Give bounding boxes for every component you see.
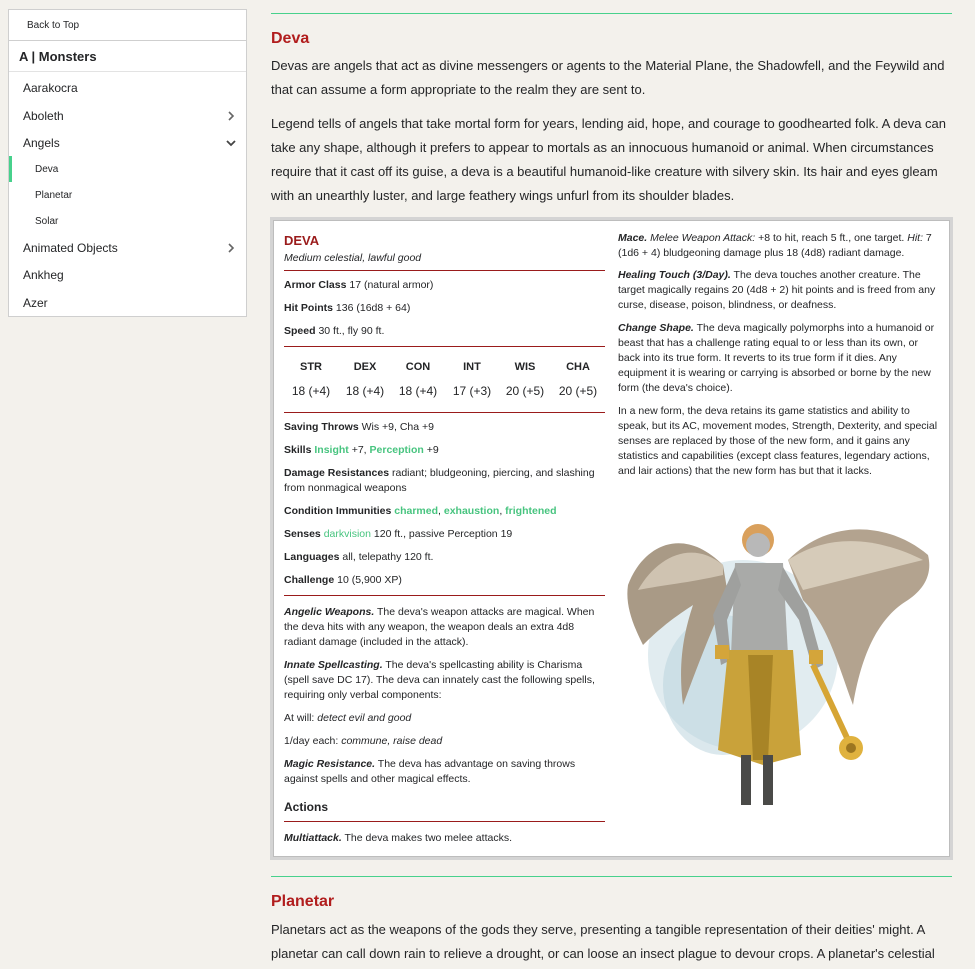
ability-name: INT	[463, 361, 481, 373]
senses-value: 120 ft., passive Perception 19	[373, 528, 513, 540]
damage-resistances-line	[284, 466, 606, 496]
ability-name: CON	[405, 361, 431, 373]
condition-immunities-label: Condition Immunities	[284, 505, 392, 517]
condition-immunities-line: Condition Immunities charmed, exhaustion, frightened	[284, 505, 557, 517]
divider-line	[284, 270, 605, 271]
condition-frightened-link[interactable]: frightened	[505, 505, 557, 517]
hit-label: Hit:	[907, 232, 923, 244]
hit-points-value: 136 (16d8 + 64)	[335, 302, 411, 314]
action-change-shape	[618, 321, 940, 396]
deva-paragraph-1: Devas are angels that act as divine messengers or agents to the Material Plane, the Shadowfell, and the Feywild and that can assume a form appropriate to the realm they are sent to.	[271, 58, 945, 97]
damage-resistances-value: radiant; bludgeoning, piercing, and slashing from nonmagical weapons	[284, 467, 595, 494]
sidebar-nav	[8, 9, 247, 317]
skill-insight-value: +7,	[351, 444, 367, 456]
spell-list: commune, raise dead	[341, 735, 443, 747]
sidebar-item-solar[interactable]	[9, 208, 246, 234]
condition-exhaustion-link[interactable]: exhaustion	[443, 505, 500, 517]
sidebar-item-label: Angels	[23, 135, 60, 150]
sidebar-item-ankheg[interactable]	[9, 261, 246, 289]
ability-con	[391, 360, 445, 399]
ability-wis	[498, 360, 552, 399]
ability-cha	[551, 360, 605, 399]
armor-class-value: 17 (natural armor)	[349, 279, 434, 291]
speed-value: 30 ft., fly 90 ft.	[318, 325, 385, 337]
section-divider	[271, 876, 952, 877]
darkvision-link[interactable]: darkvision	[323, 528, 371, 540]
trait-text: The deva's spellcasting ability is Charisma (spell save DC 17). The deva can innately cast the following spells, requiring only verbal components:	[284, 659, 595, 701]
sidebar-item-label: Azer	[23, 295, 48, 310]
divider-line	[284, 821, 605, 822]
trait-magic-resistance	[284, 757, 606, 787]
section-title-label: A | Monsters	[19, 48, 97, 64]
ability-name: WIS	[514, 361, 536, 373]
ability-int	[445, 360, 499, 399]
divider-line	[284, 412, 605, 413]
spells-at-will	[284, 711, 411, 726]
action-title: Multiattack.	[284, 832, 342, 844]
challenge-line	[284, 573, 402, 588]
trait-text: The deva's weapon attacks are magical. When the deva hits with any weapon, the weapon deals an extra 4d8 radiant damage (included in the attack).	[284, 606, 595, 648]
skills-line	[284, 443, 439, 458]
new-form-text: In a new form, the deva retains its game statistics and ability to speak, but its AC, movement modes, Strength, Dexterity, and special senses are replaced by those of the new form, and it gains any statistics and capabilities (except class features, legendary actions, and lair actions) that the new form has but that it lacks.	[618, 405, 938, 477]
planetar-heading: Planetar	[271, 893, 335, 910]
hit-points-label: Hit Points	[284, 302, 333, 314]
ability-value: 18 (+4)	[345, 384, 385, 398]
speed-label: Speed	[284, 325, 316, 337]
speed-line	[284, 324, 384, 339]
hit-points-line	[284, 301, 410, 316]
action-text: +8 to hit, reach 5 ft., one target.	[758, 232, 905, 244]
action-text: The deva touches another creature. The target magically regains 20 (4d8 + 2) hit points and is freed from any curse, disease, poison, blindness, or deafness.	[618, 269, 936, 311]
spell-frequency-label: 1/day each:	[284, 735, 339, 747]
trait-title: Angelic Weapons.	[284, 606, 375, 618]
section-divider	[271, 13, 952, 14]
sidebar-item-label: Animated Objects	[23, 240, 118, 255]
ability-value: 18 (+4)	[291, 384, 331, 398]
ability-str	[284, 360, 338, 399]
challenge-value: 10 (5,900 XP)	[337, 574, 402, 586]
trait-innate-spellcasting	[284, 658, 606, 703]
sidebar-item-angels[interactable]	[9, 129, 246, 156]
deva-paragraph-2: Legend tells of angels that take mortal form for years, lending aid, hope, and courage to goodhearted folk. A deva can take any shape, although it prefers to appear to mortals as an innocuous humanoid or animal. When circumstances require that it cast off its guise, a deva is a beautiful humanoid-like creature with silvery skin. Its hair and eyes gleam with an unearthly luster, and large feathery wings unfurl from its shoulder blades.	[271, 116, 946, 203]
skills-label: Skills	[284, 444, 312, 456]
action-text: The deva magically polymorphs into a humanoid or beast that has a challenge rating equal to or less than its own, or back into its true form. It reverts to its true form if it dies. Any equipment it is wearing or carrying is absorbed or borne by the new form (the deva's choice).	[618, 322, 935, 394]
trait-title: Magic Resistance.	[284, 758, 376, 770]
damage-resistances-label: Damage Resistances	[284, 467, 390, 479]
ability-value: 17 (+3)	[452, 384, 492, 398]
action-mace	[618, 231, 940, 261]
ability-value: 20 (+5)	[505, 384, 545, 398]
skill-perception-value: +9	[426, 444, 439, 456]
condition-charmed-link[interactable]: charmed	[394, 505, 439, 517]
back-to-top-link[interactable]	[9, 10, 246, 41]
sidebar-item-label: Solar	[35, 215, 59, 227]
armor-class-line	[284, 278, 433, 293]
attack-type: Melee Weapon Attack:	[650, 232, 756, 244]
action-text: The deva makes two melee attacks.	[344, 832, 512, 844]
sidebar-item-label: Deva	[35, 163, 59, 175]
challenge-label: Challenge	[284, 574, 335, 586]
sidebar-item-deva[interactable]	[9, 156, 246, 182]
divider-line	[284, 595, 605, 596]
action-title: Healing Touch (3/Day).	[618, 269, 731, 281]
actions-heading: Actions	[284, 800, 329, 814]
armor-class-label: Armor Class	[284, 279, 347, 291]
action-title: Mace.	[618, 232, 648, 244]
sidebar-item-label: Aarakocra	[23, 81, 78, 95]
section-title[interactable]	[9, 41, 246, 72]
chevron-right-icon[interactable]	[225, 242, 237, 254]
skill-insight-link[interactable]: Insight	[314, 444, 349, 456]
chevron-down-icon[interactable]	[225, 137, 237, 149]
sidebar-item-label: Planetar	[35, 189, 73, 201]
saving-throws-value: Wis +9, Cha +9	[361, 421, 434, 433]
ability-value: 20 (+5)	[558, 384, 598, 398]
stat-block	[270, 217, 953, 860]
languages-label: Languages	[284, 551, 340, 563]
ability-value: 18 (+4)	[398, 384, 438, 398]
senses-line	[284, 527, 512, 542]
sidebar-item-planetar[interactable]	[9, 182, 246, 208]
skill-perception-link[interactable]: Perception	[369, 444, 424, 456]
planetar-paragraph: Planetars act as the weapons of the gods they serve, presenting a tangible representation of their deities' might. A planetar can call down rain to relieve a drought, or can loose an insect plague to devour crops. A planetar's celestial	[271, 922, 935, 961]
trait-angelic-weapons	[284, 605, 606, 650]
action-damage: 7 (1d6 + 4) bludgeoning damage plus 18 (4d8) radiant damage.	[618, 232, 932, 259]
spells-daily	[284, 734, 442, 749]
languages-line	[284, 550, 433, 565]
saving-throws-label: Saving Throws	[284, 421, 359, 433]
divider-line	[284, 346, 605, 347]
spell-frequency-label: At will:	[284, 712, 315, 724]
chevron-right-icon[interactable]	[225, 110, 237, 122]
ability-name: STR	[300, 361, 322, 373]
sidebar-item-label: Aboleth	[23, 108, 64, 123]
statblock-name: DEVA	[284, 233, 320, 248]
sidebar-item-azer[interactable]	[9, 289, 246, 316]
statblock-type: Medium celestial, lawful good	[284, 252, 422, 264]
trait-title: Innate Spellcasting.	[284, 659, 383, 671]
sidebar-item-animated-objects[interactable]	[9, 234, 246, 261]
senses-label: Senses	[284, 528, 321, 540]
ability-dex	[338, 360, 392, 399]
trait-text: The deva has advantage on saving throws against spells and other magical effects.	[284, 758, 576, 785]
languages-value: all, telepathy 120 ft.	[342, 551, 434, 563]
spell-list: detect evil and good	[317, 712, 412, 724]
action-title: Change Shape.	[618, 322, 694, 334]
sidebar-item-label: Ankheg	[23, 268, 64, 282]
deva-heading: Deva	[271, 30, 310, 47]
ability-name: DEX	[353, 361, 377, 373]
ability-name: CHA	[566, 361, 590, 373]
deva-illustration	[623, 505, 943, 825]
sidebar-item-aboleth[interactable]	[9, 102, 246, 129]
saving-throws-line	[284, 420, 434, 435]
back-to-top-label: Back to Top	[27, 19, 80, 31]
sidebar-item-aarakocra[interactable]	[9, 74, 246, 102]
action-multiattack	[284, 831, 606, 846]
action-healing-touch	[618, 268, 940, 313]
